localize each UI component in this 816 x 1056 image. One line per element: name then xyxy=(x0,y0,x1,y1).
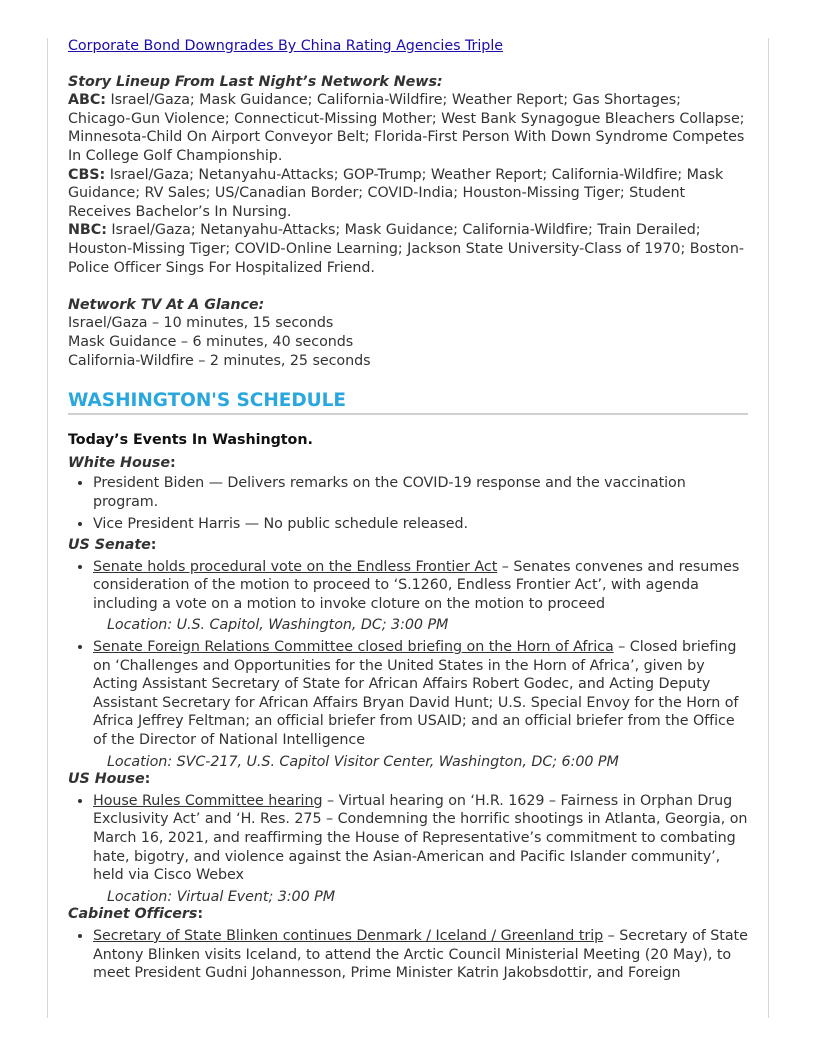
glance-item: California-Wildfire – 2 minutes, 25 seconds xyxy=(68,352,371,369)
white-house-list xyxy=(68,474,748,534)
washington-schedule-title: WASHINGTON'S SCHEDULE xyxy=(68,390,748,415)
glance-item: Israel/Gaza – 10 minutes, 15 seconds xyxy=(68,315,334,332)
left-border xyxy=(47,38,48,1018)
us-house-heading: US House: xyxy=(68,771,151,788)
list-item: • Senate Foreign Relations Committee closed briefing on the Horn of Africa – Closed briefing on ‘Challenges and Opportunities for the United States in the Horn of Africa’, given by Acting Assistant Secretary of State for African Affairs Robert Godec, and Acting Deputy Assistant Secretary for African Affairs Bryan David Hunt; U.S. Special Envoy for the Horn of Africa Jeffrey Feltman; an official briefer from USAID; and an official briefer from the Office of the Director of National Intelligence Location: SVC-217, U.S. Capitol Visitor Center, Washington, DC; 6:00 PM xyxy=(93,638,748,771)
network-glance-heading: Network TV At A Glance: xyxy=(68,296,265,313)
senate-list xyxy=(68,558,748,772)
house-rules-hearing-link[interactable]: House Rules Committee hearing xyxy=(93,792,323,809)
white-house-heading: White House: xyxy=(68,454,176,471)
cbs-stories: Israel/Gaza; Netanyahu-Attacks; GOP-Trump; Weather Report; California-Wildfire; Mask Guidance; RV Sales; US/Canadian Border; COVID-India; Houston-Missing Tiger; Student Receives Bachelor’s In Nursing. xyxy=(68,166,724,220)
cabinet-list xyxy=(68,927,748,983)
nbc-lineup xyxy=(68,221,748,277)
cbs-lineup xyxy=(68,166,748,222)
nbc-label: NBC: xyxy=(68,222,107,239)
abc-lineup xyxy=(68,91,748,165)
right-border xyxy=(768,38,769,1018)
glance-item: Mask Guidance – 6 minutes, 40 seconds xyxy=(68,333,354,350)
abc-stories: Israel/Gaza; Mask Guidance; California-Wildfire; Weather Report; Gas Shortages; Chicago-Gun Violence; Connecticut-Missing Mother; West Bank Synagogue Bleachers Collapse; Minnesota-Child On Airport Conveyor Belt; Florida-First Person With Down Syndrome Competes In College Golf Championship. xyxy=(68,92,745,164)
event-location: Location: SVC-217, U.S. Capitol Visitor Center, Washington, DC; 6:00 PM xyxy=(107,753,619,770)
list-item: • House Rules Committee hearing – Virtual hearing on ‘H.R. 1629 – Fairness in Orphan Drug Exclusivity Act’ and ‘H. Res. 275 – Condemning the horrific shootings in Atlanta, Georgia, on March 16, 2021, and reaffirming the House of Representative’s commitment to combating hate, bigotry, and violence against the Asian-American and Pacific Islander community’, held via Cisco Webex Location: Virtual Event; 3:00 PM xyxy=(93,792,748,907)
cbs-label: CBS: xyxy=(68,166,106,183)
event-location: Location: U.S. Capitol, Washington, DC; 3:00 PM xyxy=(107,617,449,634)
us-senate-heading: US Senate: xyxy=(68,537,157,554)
abc-label: ABC: xyxy=(68,92,106,109)
list-item: • President Biden — Delivers remarks on the COVID-19 response and the vaccination program. xyxy=(93,474,748,511)
endless-frontier-vote-link[interactable]: Senate holds procedural vote on the Endless Frontier Act xyxy=(93,558,498,575)
horn-of-africa-briefing-link[interactable]: Senate Foreign Relations Committee closed briefing on the Horn of Africa xyxy=(93,639,614,656)
story-lineup-heading: Story Lineup From Last Night’s Network News: xyxy=(68,73,443,90)
list-item: • Vice President Harris — No public schedule released. xyxy=(93,515,748,534)
nbc-stories: Israel/Gaza; Netanyahu-Attacks; Mask Guidance; California-Wildfire; Train Derailed; Houston-Missing Tiger; COVID-Online Learning; Jackson State University-Class of 1970; Boston-Police Officer Sings For Hospitalized Friend. xyxy=(68,222,744,276)
list-item: • Secretary of State Blinken continues Denmark / Iceland / Greenland trip – Secretary of State Antony Blinken visits Iceland, to attend the Arctic Council Ministerial Meeting (20 May), to meet President Gudni Johannesson, Prime Minister Katrin Jakobsdottir, and Foreign xyxy=(93,927,748,983)
todays-events-heading: Today’s Events In Washington. xyxy=(68,432,313,449)
house-list xyxy=(68,792,748,907)
cabinet-officers-heading: Cabinet Officers: xyxy=(68,906,204,923)
list-item: • Senate holds procedural vote on the Endless Frontier Act – Senates convenes and resumes consideration of the motion to proceed to ‘S.1260, Endless Frontier Act’, with agenda including a vote on a motion to invoke cloture on the motion to proceed Location: U.S. Capitol, Washington, DC; 3:00 PM xyxy=(93,558,748,635)
newsletter-content xyxy=(68,37,748,983)
blinken-trip-link[interactable]: Secretary of State Blinken continues Denmark / Iceland / Greenland trip xyxy=(93,927,604,944)
corporate-bond-link[interactable]: Corporate Bond Downgrades By China Rating Agencies Triple xyxy=(68,38,503,54)
event-location: Location: Virtual Event; 3:00 PM xyxy=(107,888,335,905)
